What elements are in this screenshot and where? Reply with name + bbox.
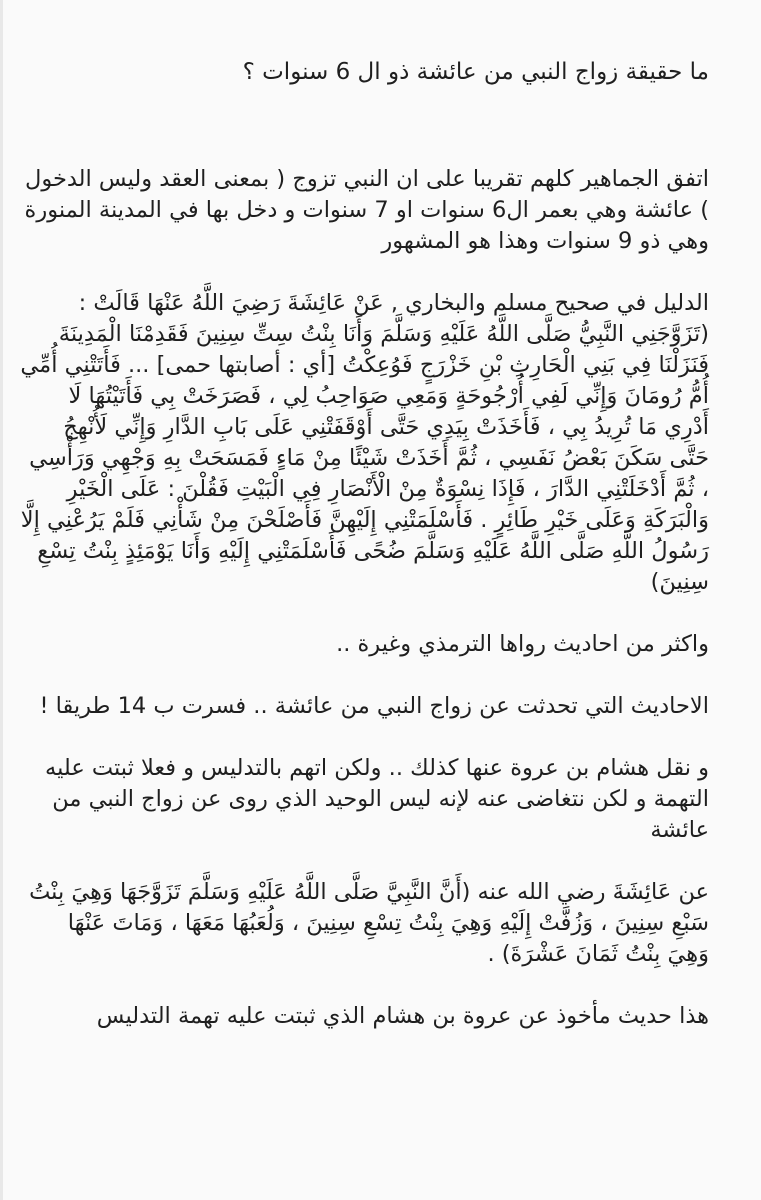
paragraph-hadith-evidence: الدليل في صحيح مسلم والبخاري , عَنْ عَائِشَةَ رَضِيَ اللَّهُ عَنْهَا قَالَتْ : (تَزَوَّجَنِي النَّبِيُّ صَلَّى اللَّهُ عَلَيْهِ وَسَلَّمَ وَأَنَا بِنْتُ سِتِّ سِنِينَ فَقَدِمْنَا الْمَدِينَةَ فَنَزَلْنَا فِي بَنِي الْحَارِثِ بْنِ خَزْرَجٍ فَوُعِكْتُ [أي : أصابتها حمى] ... فَأَتَتْنِي أُمِّي أُمُّ رُومَانَ وَإِنِّي لَفِي أُرْجُوحَةٍ وَمَعِي صَوَاحِبُ لِي ، فَصَرَخَتْ بِي فَأَتَيْتُهَا لَا أَدْرِي مَا تُرِيدُ بِي ، فَأَخَذَتْ بِيَدِي حَتَّى أَوْقَفَتْنِي عَلَى بَابِ الدَّارِ وَإِنِّي لَأُنْهِجُ حَتَّى سَكَنَ بَعْضُ نَفَسِي ، ثُمَّ أَخَذَتْ شَيْئًا مِنْ مَاءٍ فَمَسَحَتْ بِهِ وَجْهِي وَرَأْسِي ، ثُمَّ أَدْخَلَتْنِي الدَّارَ ، فَإِذَا نِسْوَةٌ مِنْ الْأَنْصَارِ فِي الْبَيْتِ فَقُلْنَ : عَلَى الْخَيْرِ وَالْبَرَكَةِ وَعَلَى خَيْرِ طَائِرٍ . فَأَسْلَمَتْنِي إِلَيْهِنَّ فَأَصْلَحْنَ مِنْ شَأْنِي فَلَمْ يَرُعْنِي إِلَّا رَسُولُ اللَّهِ صَلَّى اللَّهُ عَلَيْهِ وَسَلَّمَ ضُحًى فَأَسْلَمَتْنِي إِلَيْهِ وَأَنَا يَوْمَئِذٍ بِنْتُ تِسْعِ سِنِينَ): [20, 290, 709, 595]
paragraph-fourteen-routes: الاحاديث التي تحدثت عن زواج النبي من عائشة .. فسرت ب 14 طريقا !: [39, 693, 709, 719]
paragraph-other-narrations: واكثر من احاديث رواها الترمذي وغيرة ..: [336, 631, 709, 657]
paragraph-conclusion: هذا حديث مأخوذ عن عروة بن هشام الذي ثبتت عليه تهمة التدليس: [96, 1003, 709, 1029]
page-left-edge: [0, 0, 3, 1200]
page-title: ما حقيقة زواج النبي من عائشة ذو ال 6 سنوات ؟: [242, 59, 709, 85]
paragraph-hisham-tadlis: و نقل هشام بن عروة عنها كذلك .. ولكن اتهم بالتدليس و فعلا ثبتت عليه التهمة و لكن نتغاضى عنه لإنه ليس الوحيد الذي روى عن زواج النبي من عائشة: [45, 755, 709, 843]
paragraph-consensus: اتفق الجماهير كلهم تقريبا على ان النبي تزوج ( بمعنى العقد وليس الدخول ) عائشة وهي بعمر ال6 سنوات او 7 سنوات و دخل بها في المدينة المنورة وهي ذو 9 سنوات وهذا هو المشهور: [24, 166, 709, 254]
paragraph-aisha-hadith: عن عَائِشَةَ رضي الله عنه (أَنَّ النَّبِيَّ صَلَّى اللَّهُ عَلَيْهِ وَسَلَّمَ تَزَوَّجَهَا وَهِيَ بِنْتُ سَبْعِ سِنِينَ ، وَزُفَّتْ إِلَيْهِ وَهِيَ بِنْتُ تِسْعِ سِنِينَ ، وَلُعَبُهَا مَعَهَا ، وَمَاتَ عَنْهَا وَهِيَ بِنْتُ ثَمَانَ عَشْرَةَ) .: [29, 879, 709, 967]
